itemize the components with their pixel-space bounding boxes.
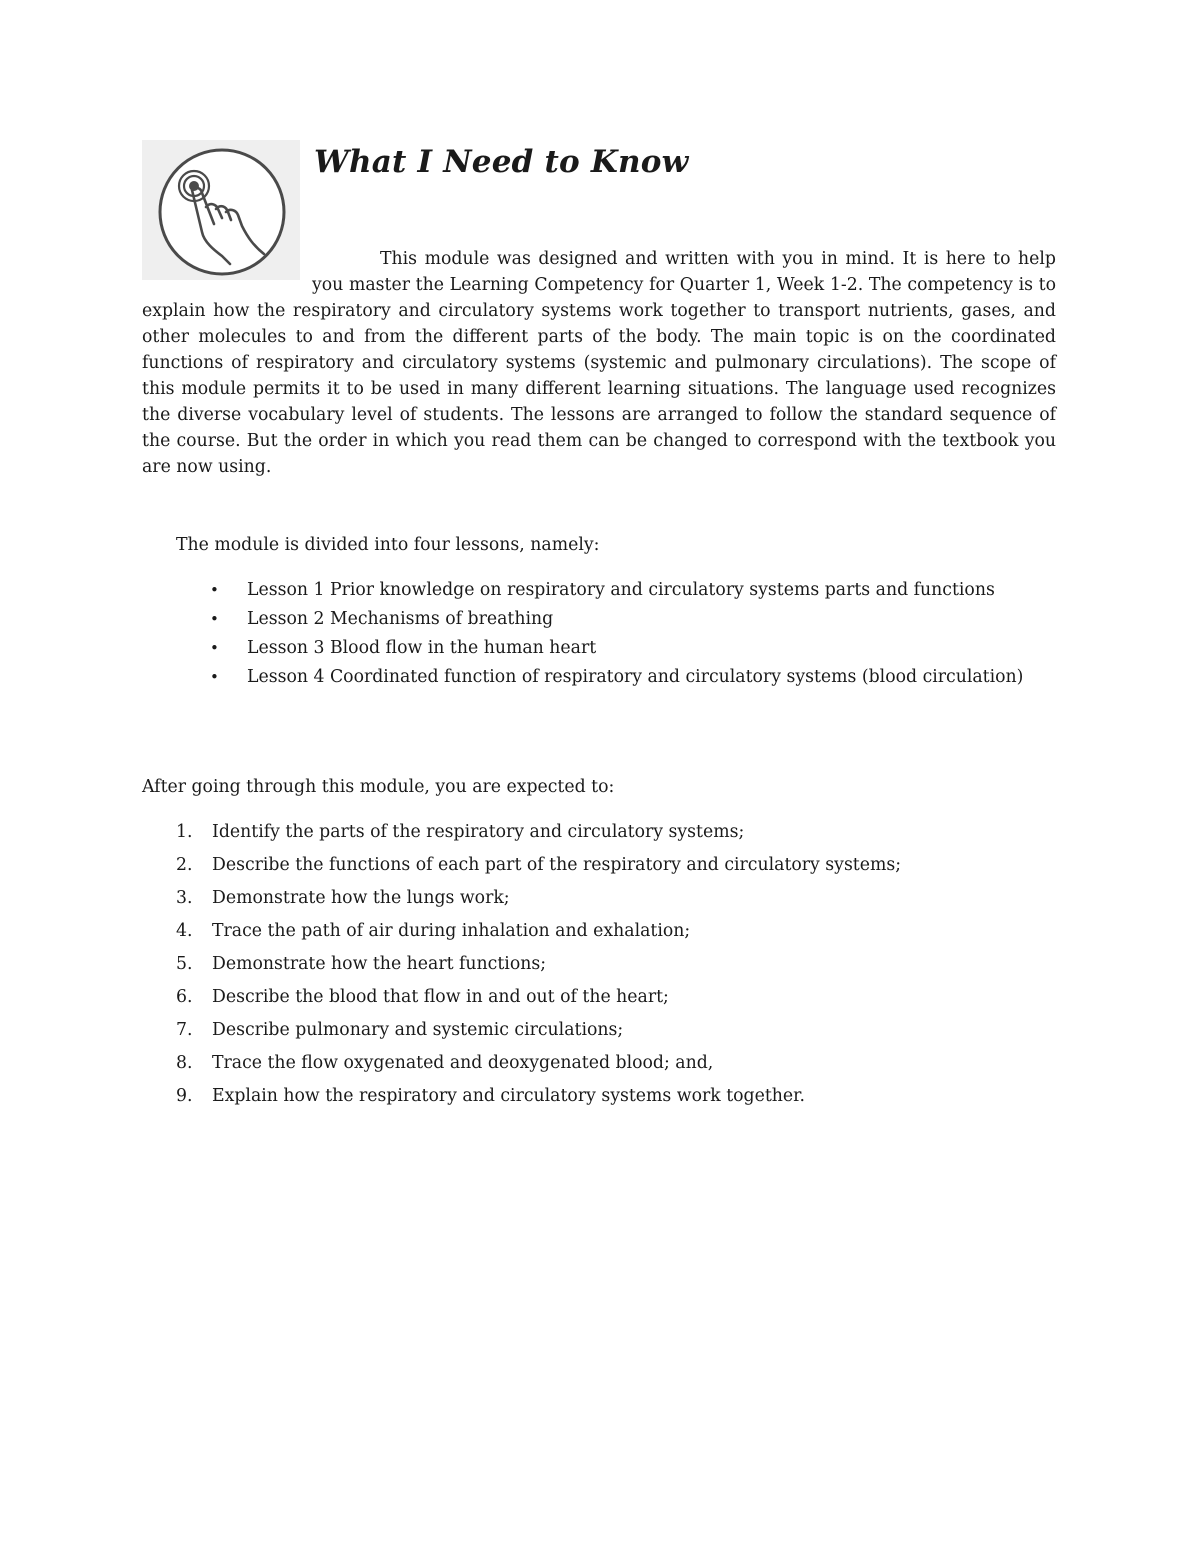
lesson-text: Lesson 1 Prior knowledge on respiratory and circulatory systems parts and functions	[247, 580, 995, 600]
lesson-item	[176, 635, 1056, 661]
bullet: •	[210, 610, 219, 628]
objective-text: Describe the functions of each part of the respiratory and circulatory systems;	[212, 855, 902, 875]
lessons-list	[176, 577, 1056, 693]
objective-number: 1.	[176, 822, 193, 842]
lesson-item	[176, 606, 1056, 632]
objective-number: 8.	[176, 1053, 193, 1073]
intro-float-spacer	[142, 246, 312, 298]
objective-number: 9.	[176, 1086, 193, 1106]
objective-item	[142, 1017, 1056, 1050]
objective-text: Identify the parts of the respiratory and circulatory systems;	[212, 822, 745, 842]
lesson-item	[176, 577, 1056, 603]
objective-text: Explain how the respiratory and circulatory systems work together.	[212, 1086, 805, 1106]
bullet: •	[210, 581, 219, 599]
lesson-text: Lesson 3 Blood flow in the human heart	[247, 638, 597, 658]
bullet: •	[210, 639, 219, 657]
objective-text: Describe pulmonary and systemic circulations;	[212, 1020, 624, 1040]
objective-item	[142, 819, 1056, 852]
objective-item	[142, 1050, 1056, 1083]
objective-number: 3.	[176, 888, 193, 908]
objective-text: Trace the path of air during inhalation and exhalation;	[212, 921, 691, 941]
lesson-item	[176, 664, 1056, 690]
objective-item	[142, 918, 1056, 951]
objective-number: 5.	[176, 954, 193, 974]
objective-item	[142, 1083, 1056, 1116]
lessons-intro: The module is divided into four lessons, namely:	[176, 535, 600, 555]
objective-text: Demonstrate how the lungs work;	[212, 888, 510, 908]
page-title: What I Need to Know	[314, 144, 689, 180]
lesson-text: Lesson 4 Coordinated function of respiratory and circulatory systems (blood circulation)	[247, 667, 1024, 687]
objective-number: 6.	[176, 987, 193, 1007]
objective-item	[142, 852, 1056, 885]
objective-text: Describe the blood that flow in and out of the heart;	[212, 987, 669, 1007]
objective-number: 7.	[176, 1020, 193, 1040]
intro-text: This module was designed and written with you in mind. It is here to help you master the Learning Competency for Quarter 1, Week 1-2. The competency is to explain how the respiratory and circulatory systems work together to transport nutrients, gases, and other molecules to and from the different parts of the body. The main topic is on the coordinated functions of respiratory and circulatory systems (systemic and pulmonary circulations). The scope of this module permits it to be used in many different learning situations. The language used recognizes the diverse vocabulary level of students. The lessons are arranged to follow the standard sequence of the course. But the order in which you read them can be changed to correspond with the textbook you are now using.	[142, 249, 1056, 477]
bullet: •	[210, 668, 219, 686]
objective-text: Trace the flow oxygenated and deoxygenated blood; and,	[212, 1053, 714, 1073]
objective-text: Demonstrate how the heart functions;	[212, 954, 547, 974]
objectives-list	[142, 819, 1056, 1116]
intro-paragraph	[142, 246, 1056, 480]
objective-number: 2.	[176, 855, 193, 875]
lesson-text: Lesson 2 Mechanisms of breathing	[247, 609, 554, 629]
objectives-intro: After going through this module, you are expected to:	[142, 777, 615, 797]
objective-item	[142, 885, 1056, 918]
objective-item	[142, 951, 1056, 984]
objective-number: 4.	[176, 921, 193, 941]
objective-item	[142, 984, 1056, 1017]
